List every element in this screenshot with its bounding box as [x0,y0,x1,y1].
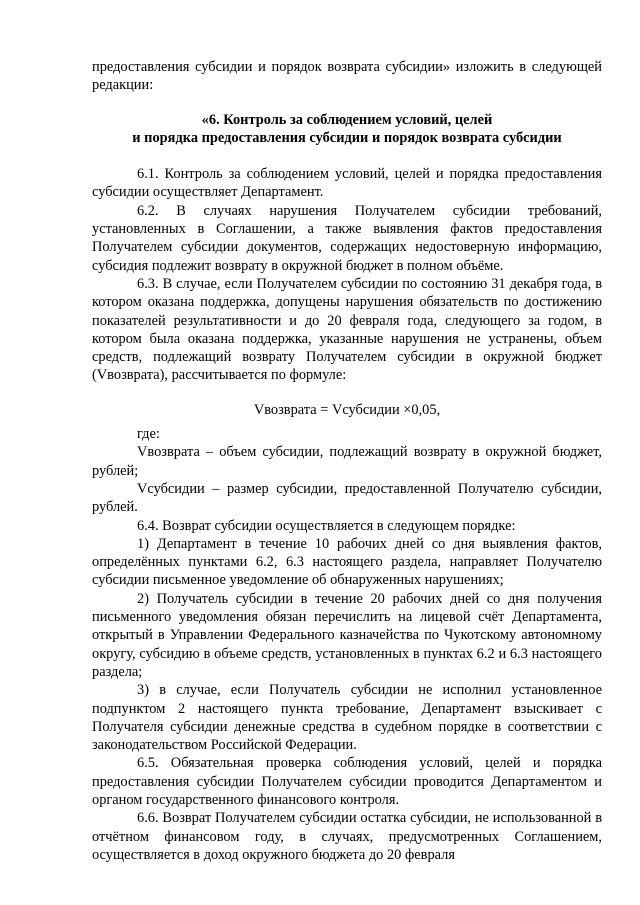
paragraph-6-5: 6.5. Обязательная проверка соблюдения условий, целей и порядка предоставления субсидии Получателем субсидии проводится Департаментом и органом государственного финансового контроля. [92,755,602,808]
definition-v-return: Vвозврата – объем субсидии, подлежащий возврату в окружной бюджет, рублей; [92,444,602,479]
list-item-1: 1) Департамент в течение 10 рабочих дней со дня выявления фактов, определённых пунктами 6.2, 6.3 настоящего раздела, направляет Получателю субсидии письменное уведомление об обнаруженных нарушениях; [92,535,602,589]
paragraph-6-2: 6.2. В случаях нарушения Получателем субсидии требований, установленных в Соглашении, а также выявления фактов предоставления Получателем субсидии документов, содержащих недостоверную информацию, субсидия подлежит возврату в окружной бюджет в полном объёме. [92,202,602,274]
section-heading [92,111,602,148]
document-page [92,58,602,864]
where-label: где: [137,426,160,443]
paragraph-6-1: 6.1. Контроль за соблюдением условий, целей и порядка предоставления субсидии осуществляет Департамент. [92,166,602,201]
section-heading-line-2: и порядка предоставления субсидии и порядок возврата субсидии [132,129,562,146]
section-heading-line-1: «6. Контроль за соблюдением условий, целей [201,111,493,128]
paragraph-6-4: 6.4. Возврат субсидии осуществляется в следующем порядке: [137,517,516,534]
intro-text: предоставления субсидии и порядок возврата субсидии» изложить в следующей редакции: [92,59,602,94]
paragraph-6-6: 6.6. Возврат Получателем субсидии остатка субсидии, не использованной в отчётном финансовом году, в случаях, предусмотренных Соглашением, осуществляется в доход окружного бюджета до 20 февраля [92,810,602,863]
definition-v-subsidy: Vсубсидии – размер субсидии, предоставленной Получателю субсидии, рублей. [92,480,602,516]
list-item-3: 3) в случае, если Получатель субсидии не исполнил установленное подпунктом 2 настоящего пункта требование, Департамент взыскивает с Получателя субсидии денежные средства в судебном порядке в соответствии с законодательством Российской Федерации. [92,682,602,754]
paragraph-6-3: 6.3. В случае, если Получателем субсидии по состоянию 31 декабря года, в котором оказана поддержка, допущены нарушения обязательств по достижению показателей результативности и до 20 февраля года, следующего за годом, в котором была оказана поддержка, указанные нарушения не устранены, объем средств, подлежащий возврату Получателем субсидии в окружной бюджет (Vвозврата), рассчитывается по формуле: [92,275,602,384]
formula: Vвозврата = Vсубсидии ×0,05, [253,401,441,418]
list-item-2: 2) Получатель субсидии в течение 20 рабочих дней со дня получения письменного уведомления обязан перечислить на лицевой счёт Департамента, открытый в Управлении Федерального казначейства по Чукотскому автономному округу, субсидию в объеме средств, установленных в пунктах 6.2 и 6.3 настоящего раздела; [92,590,602,680]
